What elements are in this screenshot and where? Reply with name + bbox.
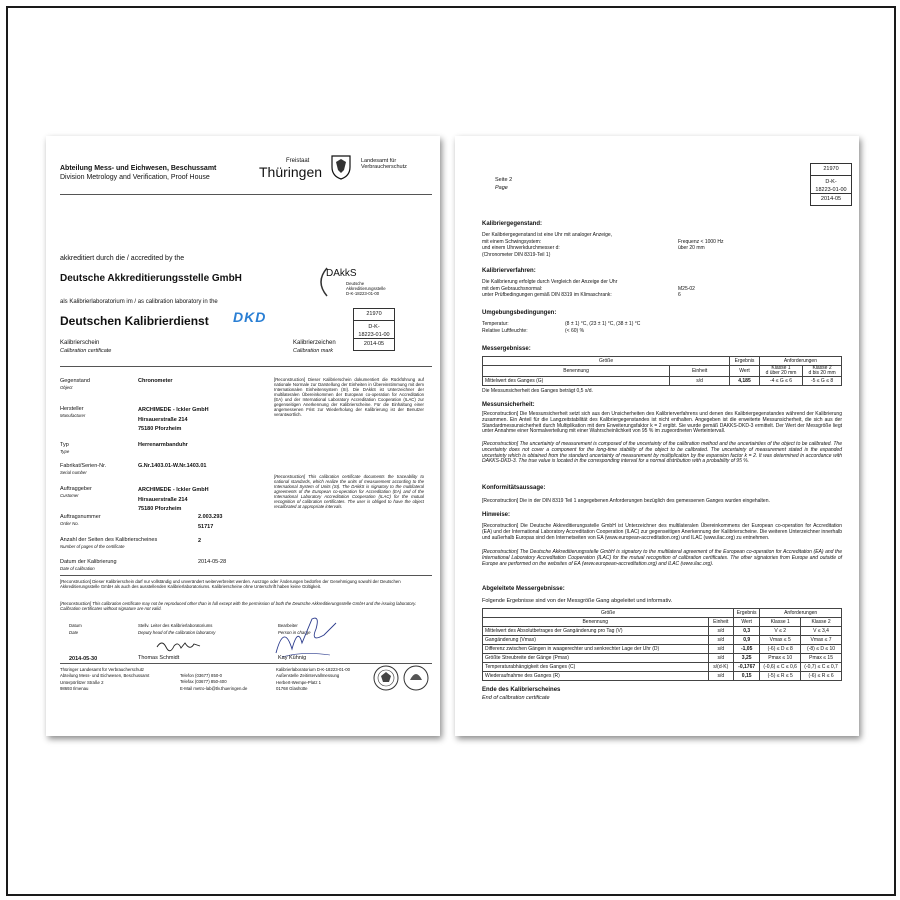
derived-row-unit: s/d xyxy=(708,672,734,681)
page-number-en: Page xyxy=(495,185,508,191)
results-row-k1: -4 ≤ G ≤ 6 xyxy=(759,377,802,386)
procedure-section-title: Kalibrierverfahren: xyxy=(482,268,536,274)
results-h-k2 xyxy=(803,366,842,377)
derived-h-size: Größe xyxy=(483,609,734,618)
derived-row-k2: Pmax ≤ 15 xyxy=(801,654,842,663)
derived-row-unit: s/(d·K) xyxy=(708,663,734,672)
dakks-logo-line2: Akkreditierungsstelle xyxy=(346,286,386,291)
page-number-de: Seite 2 xyxy=(495,177,513,183)
derived-row-unit: s/d xyxy=(708,654,734,663)
derived-row-k1: Vmax ≤ 5 xyxy=(760,636,801,645)
thueringen-label: Thüringen xyxy=(259,164,323,180)
table-row xyxy=(483,636,842,645)
table-row xyxy=(483,672,842,681)
object-section-title: Kalibriergegenstand: xyxy=(482,221,543,227)
end-of-certificate-de: Ende des Kalibrierscheines xyxy=(482,687,561,693)
results-section-title: Messergebnisse: xyxy=(482,346,531,352)
mark-date: 2014-05 xyxy=(363,341,385,347)
field-date-label-en: Date of calibration xyxy=(60,566,95,571)
sign-deputy-label-en: Deputy head of the calibration laboratory xyxy=(138,630,216,635)
p2-calibration-mark-box xyxy=(810,163,852,206)
results-row-value: 4,185 xyxy=(730,377,760,386)
derived-row-k1: Pmax ≤ 10 xyxy=(760,654,801,663)
derived-row-unit: s/d xyxy=(708,627,734,636)
derived-h-k2: Klasse 2 xyxy=(801,618,842,627)
field-object-label-en: Object xyxy=(60,385,73,390)
field-manufacturer-label: Hersteller xyxy=(60,406,84,412)
dept-name-en: Division Metrology and Verification, Proof House xyxy=(60,174,210,181)
results-row-name: Mittelwert des Ganges (G) xyxy=(483,377,670,386)
field-date-label: Datum der Kalibrierung xyxy=(60,559,117,565)
conformity-text: [Reconstruction] Die in der DIN 8319 Teil 1 angegebenen Anforderungen bezüglich des gemessenen Ganges wurden eingehalten. xyxy=(482,498,770,504)
fields-divider xyxy=(60,366,432,367)
zeichen-label-de: Kalibrierzeichen xyxy=(293,340,336,346)
derived-row-name: Mittelwert des Absolutbetrages der Gangänderung pro Tag (V) xyxy=(483,627,709,636)
zeichen-label-en: Calibration mark xyxy=(293,348,334,354)
derived-h-k1: Klasse 1 xyxy=(760,618,801,627)
derived-row-k2: (-6) ≤ R ≤ 6 xyxy=(801,672,842,681)
field-pages-label-en: Number of pages of the certificate xyxy=(60,544,125,549)
sign-deputy-label-de: Stellv. Leiter des Kalibrierlaboratoriums xyxy=(138,623,213,628)
dakks-logo-title: DAkkS xyxy=(326,268,357,279)
derived-row-unit: s/d xyxy=(708,636,734,645)
signature-kuehnig-icon xyxy=(272,613,342,661)
footer-lab-address: Kalibrierlaboratorium D-K-18223-01-00 Außenstelle Zeitintervallmessung Herbert-Wempe-Platz 1 01768 Glashütte xyxy=(276,667,351,692)
field-serial-label-en: Serial number xyxy=(60,470,87,475)
derived-table xyxy=(482,608,842,681)
seal-stamp-2-icon xyxy=(402,664,430,692)
sign-person-label-de: Bearbeiter xyxy=(278,623,298,628)
derived-row-k1: (-5) ≤ R ≤ 5 xyxy=(760,672,801,681)
environment-section-values: (8 ± 1) °C, (23 ± 1) °C, (38 ± 1) °C (< 60) % xyxy=(565,321,641,334)
signature-schmidt-icon xyxy=(154,637,204,655)
derived-row-name: Differenz zwischen Gängen in waagerechter und senkrechter Lage der Uhr (D) xyxy=(483,645,709,654)
results-h-k1-title: Klasse 1 xyxy=(771,365,791,371)
dept-name-de: Abteilung Mess- und Eichwesen, Beschussamt xyxy=(60,165,217,172)
derived-h-unit: Einheit xyxy=(708,618,734,627)
p2-mark-number: 21970 xyxy=(811,164,851,176)
results-h-value: Wert xyxy=(730,366,760,377)
dakks-logo-line1: Deutsche xyxy=(346,281,365,286)
dkd-logo: DKD xyxy=(233,309,267,325)
uncertainty-text-de: [Reconstruction] Die Messunsicherheit setzt sich aus den Unsicherheiten des Kalibrierverfahrens und denen des Kalibriergegenstandes während der Kalibrierung zusammen. Ein Anteil für die Langzeitstabilität des Kalibriergegenstandes ist nicht enthalten. Angegeben ist die erweiterte Messunsicherheit, die sich aus der Standardmessunsicherheit durch Multiplikation mit dem Erweiterungsfaktor k = 2 ergibt. Sie wurde gemäß DAKKS-DKD-3 ermittelt. Der Wert der Messgröße liegt unter Annahme einer Normalverteilung mit einer Wahrscheinlichkeit von 95 % im zugeordneten Werteintervall. xyxy=(482,411,842,435)
calibration-mark-box xyxy=(353,308,395,351)
derived-row-name: Größte Streubreite der Gänge (Pmax) xyxy=(483,654,709,663)
field-customer-label: Auftraggeber xyxy=(60,486,92,492)
derived-row-name: Gangänderung (Vmax) xyxy=(483,636,709,645)
notice-text-de: [Reconstruction] Dieser Kalibrierschein darf nur vollständig und unverändert weiterverbreitet werden. Auszüge oder Änderungen bedürfen der Genehmigung sowohl der Deutschen Akkreditierungsstelle GmbH als auch des ausstellenden Kalibrierlaboratoriums. Kalibrierscheine ohne Unterschrift haben keine Gültigkeit. xyxy=(60,579,401,589)
notes-text-de: [Reconstruction] Die Deutsche Akkreditierungsstelle GmbH ist Unterzeichner des multilateralen Übereinkommens der European co-operation for Accreditation (EA) und der International Laboratory Accreditation Cooperation (ILAC) zur gegenseitigen Anerkennung der Kalibrierscheine. Die weiteren Unterzeichner innerhalb und außerhalb Europas sind den Internetseiten von EA (www.european-accreditation.org) und ILAC (www.ilac.org) zu entnehmen. xyxy=(482,523,842,541)
field-order-label: Auftragsnummer xyxy=(60,514,101,520)
field-type-label-en: Type xyxy=(60,449,70,454)
table-row xyxy=(483,645,842,654)
derived-row-k2: Vmax ≤ 7 xyxy=(801,636,842,645)
end-of-certificate-en: End of calibration certificate xyxy=(482,695,550,701)
table-row xyxy=(483,654,842,663)
notes-text-en: [Reconstruction] The Deutsche Akkreditierungsstelle GmbH is signatory to the multilateral agreement of the European co-operation for Accreditation (EA) and the International Laboratory Accreditation Cooperation (ILAC) for the mutual recognition of calibration certificates. The other signatories from Europe and outside of Europe are performed on the websites of EA (www.european-accreditation.org) and ILAC (www.ilac.org). xyxy=(482,549,842,567)
field-type-label: Typ xyxy=(60,442,69,448)
derived-row-value: 0,9 xyxy=(734,636,760,645)
derived-row-name: Temperaturabhängigkeit des Ganges (C) xyxy=(483,663,709,672)
results-h-unit: Einheit xyxy=(670,366,730,377)
schein-label-de: Kalibrierschein xyxy=(60,340,100,346)
environment-section-title: Umgebungsbedingungen: xyxy=(482,310,557,316)
footer-address: Thüringer Landesamt für Verbraucherschutz Abteilung Mess- und Eichwesen, Beschussamt Unterpörlitzer Straße 2 98693 Ilmenau xyxy=(60,667,150,692)
sign-date-label-de: Datum xyxy=(69,623,82,628)
field-date-value: 2014-05-28 xyxy=(198,559,227,565)
field-object-value: Chronometer xyxy=(138,378,173,384)
field-order-label-en: Order No. xyxy=(60,521,79,526)
derived-section-title: Abgeleitete Messergebnisse: xyxy=(482,586,565,592)
procedure-section-values: M25-02 6 xyxy=(678,285,695,299)
field-object-label: Gegenstand xyxy=(60,378,90,384)
results-table xyxy=(482,356,842,386)
p2-mark-date: 2014-05 xyxy=(820,196,842,202)
certificate-page-1 xyxy=(46,136,440,736)
derived-row-value: -1,05 xyxy=(734,645,760,654)
derived-row-name: Wiederaufnahme des Ganges (R) xyxy=(483,672,709,681)
sign-name-kuehnig: Kay Kühnig xyxy=(278,655,307,661)
results-h-name: Benennung xyxy=(483,366,670,377)
coat-of-arms-icon xyxy=(330,154,352,180)
sign-date-value: 2014-05-30 xyxy=(69,656,98,662)
field-customer-value: ARCHIMEDE - Ickler GmbH Hirsauerstraße 214 75180 Pforzheim xyxy=(138,487,209,512)
sign-person-label-en: Person in charge xyxy=(278,630,311,635)
derived-row-value: -0,1767 xyxy=(734,663,760,672)
derived-h-name: Benennung xyxy=(483,618,709,627)
results-h-k1-sub: d über 20 mm xyxy=(765,370,797,376)
dakks-logo xyxy=(314,266,424,306)
results-h-k2-title: Klasse 2 xyxy=(812,365,832,371)
field-pages-value: 2 xyxy=(198,538,202,544)
object-section-text: Der Kalibriergegenstand ist eine Uhr mit analoger Anzeige, mit einem Schwingsystem: und einem Uhrwerkdurchmesser d: (Chronometer DIN 8319-Teil 1) xyxy=(482,232,613,258)
sign-date-label-en: Date xyxy=(69,630,79,635)
footer-contact: Telefon (03677) 850-0 Telefax (03677) 850-400 E-Mail metro-lab@tlv.thueringen.de xyxy=(180,673,248,691)
derived-h-value: Wert xyxy=(734,618,760,627)
field-manufacturer-label-en: Manufacturer xyxy=(60,413,86,418)
mark-number: 21970 xyxy=(354,309,394,321)
field-serial-value: G.Nr.1403.01-W.Nr.1403.01 xyxy=(138,463,207,469)
field-customer-label-en: Customer xyxy=(60,493,79,498)
procedure-section-text: Die Kalibrierung erfolgte durch Vergleich der Anzeige der Uhr mit dem Gebrauchsnormal: unter Prüfbedingungen gemäß DIN 8319 im Klimaschrank: xyxy=(482,279,618,299)
results-row-unit: s/d xyxy=(670,377,730,386)
header-divider xyxy=(60,194,432,195)
derived-intro: Folgende Ergebnisse sind von der Messgröße Gang abgeleitet und informativ. xyxy=(482,598,673,604)
schein-label-en: Calibration certificate xyxy=(60,348,112,354)
notes-section-title: Hinweise: xyxy=(482,512,511,518)
results-h-size: Größe xyxy=(483,357,730,366)
results-h-k1 xyxy=(759,366,802,377)
sign-name-schmidt: Thomas Schmidt xyxy=(138,655,180,661)
derived-row-value: 0,15 xyxy=(734,672,760,681)
derived-row-k1: V ≤ 2 xyxy=(760,627,801,636)
traceability-text-en: [Reconstruction] This calibration certificate documents the traceability to national standards, which realize the units of measurement according to the International System of Units (SI). The DAkkS is signatory to the multilateral agreements of the European co-operation for Accreditation (EA) and of the International Laboratory Accreditation Cooperation (ILAC) for the mutual recognition of calibration certificates. The user is obliged to have the object recalibrated at appropriate intervals. xyxy=(274,474,424,509)
mark-accreditation: D-K- 18223-01-00 xyxy=(354,321,394,339)
uncertainty-text-en: [Reconstruction] The uncertainty of measurement is composed of the uncertainty of the calibration method and the uncertainties of the object to be calibrated. The uncertainty does not cover a component for the long-time stability of the object to be calibrated. The uncertainty of measurement stated is the expanded uncertainty which is obtained from the standard uncertainty of measurement by multiplication by the expansion factor k = 2. It was determined in accordance with DAKKS-DKD-3. The true value is located in the corresponding interval for a normal distribution with a probability of 95 %. xyxy=(482,441,842,465)
derived-row-k2: (-0,7) ≤ C ≤ 0,7 xyxy=(801,663,842,672)
field-manufacturer-value: ARCHIMEDE - Ickler GmbH Hirsauerstraße 214 75180 Pforzheim xyxy=(138,407,209,432)
derived-row-value: 3,25 xyxy=(734,654,760,663)
notice-divider xyxy=(60,575,432,576)
results-h-k2-sub: d bis 20 mm xyxy=(808,370,836,376)
field-serial-label: Fabrikat/Serien-Nr. xyxy=(60,463,107,469)
derived-row-k2: (-8) ≤ D ≤ 10 xyxy=(801,645,842,654)
results-h-result: Ergebnis xyxy=(730,357,760,366)
derived-row-k1: (-6) ≤ D ≤ 8 xyxy=(760,645,801,654)
landesamt-label: Landesamt für Verbraucherschutz xyxy=(361,158,407,171)
field-order-value: 2.003.293 51717 xyxy=(198,514,223,530)
as-lab-text: als Kalibrierlaboratorium im / as calibration laboratory in the xyxy=(60,299,218,305)
field-pages-label: Anzahl der Seiten des Kalibrierscheines xyxy=(60,537,158,543)
dakks-name: Deutsche Akkreditierungsstelle GmbH xyxy=(60,273,242,284)
derived-h-req: Anforderungen xyxy=(760,609,842,618)
dakks-logo-line3: D-K-18223-01-00 xyxy=(346,291,380,296)
results-uncertainty-note: Die Messunsicherheit des Ganges beträgt 0,5 s/d. xyxy=(482,388,593,394)
certificate-page-2 xyxy=(455,136,859,736)
derived-row-k2: V ≤ 3,4 xyxy=(801,627,842,636)
uncertainty-section-title: Messunsicherheit: xyxy=(482,402,535,408)
derived-row-unit: s/d xyxy=(708,645,734,654)
table-row xyxy=(483,377,842,386)
table-row xyxy=(483,627,842,636)
object-section-values: Frequenz < 1000 Hz über 20 mm xyxy=(678,238,724,252)
table-row xyxy=(483,663,842,672)
environment-section-text: Temperatur: Relative Luftfeuchte: xyxy=(482,321,528,334)
notice-text-en: [Reconstruction] This calibration certificate may not be reproduced other than in full except with the permission of both the Deutsche Akkreditierungsstelle GmbH and the issuing laboratory. Calibration certificates without signature are not valid. xyxy=(60,601,417,611)
field-type-value: Herrenarmbanduhr xyxy=(138,442,188,448)
traceability-text-de: [Reconstruction] Dieser Kalibrierschein dokumentiert die Rückführung auf nationale Normale zur Darstellung der Einheiten in Übereinstimmung mit dem Internationalen Einheitensystem (SI). Die DAkkS ist Unterzeichner der multilateralen Übereinkommen der European co-operation for Accreditation (EA) und der International Laboratory Accreditation Cooperation (ILAC) zur gegenseitigen Anerkennung der Kalibrierscheine. Für die Einhaltung einer angemessenen Frist zur Wiederholung der Kalibrierung ist der Benutzer verantwortlich. xyxy=(274,377,424,417)
results-h-req: Anforderungen xyxy=(759,357,841,366)
conformity-section-title: Konformitätsaussage: xyxy=(482,485,546,491)
seal-stamp-icon xyxy=(372,664,400,692)
results-row-k2: -5 ≤ G ≤ 8 xyxy=(803,377,842,386)
derived-row-value: 0,3 xyxy=(734,627,760,636)
derived-row-k1: (-0,6) ≤ C ≤ 0,6 xyxy=(760,663,801,672)
dkd-name: Deutschen Kalibrierdienst xyxy=(60,314,209,328)
p2-mark-accreditation: D-K- 18223-01-00 xyxy=(811,176,851,194)
freistaat-label: Freistaat xyxy=(286,158,310,164)
derived-h-result: Ergebnis xyxy=(734,609,760,618)
accredited-by-text: akkreditiert durch die / accredited by the xyxy=(60,255,185,262)
